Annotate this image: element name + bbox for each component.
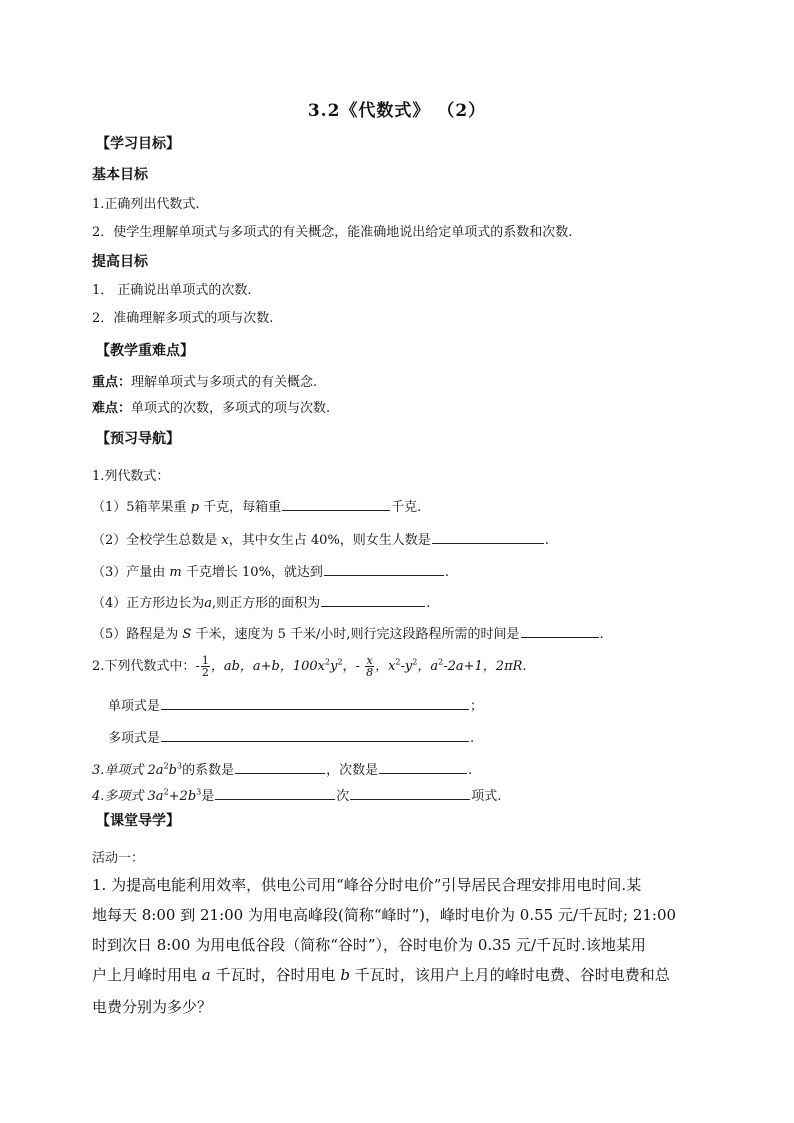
activity-line4-text-a: 户上月峰时用电 <box>92 966 198 984</box>
activity-label: 活动一： <box>92 851 145 866</box>
q3-text-d: ，次数是 <box>326 763 379 778</box>
q2-exponent: 2 <box>438 657 444 667</box>
activity-paragraph-line-4 <box>92 964 670 986</box>
preview-q2 <box>92 654 527 680</box>
q2-exponent: 2 <box>325 657 331 667</box>
q1-1-variable: p <box>190 500 200 515</box>
fraction-numerator: x <box>366 654 373 667</box>
q1-3-text-b: 千克增长 10%，就达到 <box>185 565 323 580</box>
q4-exponent: 3 <box>196 787 202 797</box>
preview-q3 <box>92 760 472 780</box>
q3-text-a: 3.单项式 2a <box>92 763 164 778</box>
q1-4-variable: a <box>204 596 213 611</box>
preview-q4 <box>92 786 501 806</box>
preview-q1-1 <box>92 497 421 517</box>
polynomial-answer-blank[interactable] <box>161 728 469 742</box>
section-classroom: 【课堂导学】 <box>96 813 180 829</box>
focus-line <box>92 374 317 392</box>
q1-5-text-c: . <box>599 627 604 642</box>
activity-paragraph-line-5: 电费分别为多少？ <box>92 998 213 1016</box>
monomial-end: ； <box>470 699 484 714</box>
preview-q1: 1.列代数式： <box>92 469 170 484</box>
q3-exponent: 3 <box>176 761 183 771</box>
q1-4-text-b: ,则正方形的面积为 <box>212 596 321 611</box>
fraction-one-half <box>201 655 210 678</box>
q1-3-text-a: （3）产量由 <box>92 565 166 580</box>
q3-exponent: 2 <box>163 761 169 771</box>
q1-1-text-c: 千克. <box>391 500 422 515</box>
q2-lead: 2.下列代数式中： <box>92 659 196 674</box>
q4-text-c: 是 <box>201 789 215 804</box>
q4-text-d: 次 <box>336 789 350 804</box>
fraction-numerator: 1 <box>201 654 209 667</box>
advanced-goals-heading: 提高目标 <box>92 254 148 270</box>
q1-3-text-c: . <box>444 565 450 580</box>
activity-line4-text-b: 千瓦时，谷时用电 <box>215 966 336 984</box>
section-key-points: 【教学重难点】 <box>96 343 194 359</box>
section-preview: 【预习导航】 <box>96 431 180 447</box>
q2-exponent: 2 <box>395 657 401 667</box>
difficulty-text: 单项式的次数，多项式的项与次数. <box>131 401 331 416</box>
fraction-denominator: 2 <box>201 666 209 679</box>
q1-1-text-b: 千克，每箱重 <box>203 500 282 515</box>
q3-var-b: b <box>168 763 177 778</box>
fraction-denominator: 8 <box>366 666 374 679</box>
basic-goal-2: 2．使学生理解单项式与多项式的有关概念，能准确地说出给定单项式的系数和次数. <box>92 225 573 240</box>
q2-minus: - <box>195 659 200 674</box>
basic-goal-1: 1.正确列出代数式. <box>92 197 200 212</box>
q3-degree-blank[interactable] <box>379 760 467 774</box>
q2-items-a: ，ab，a+b，100x <box>210 659 325 674</box>
advanced-goal-1: 1． 正确说出单项式的次数. <box>92 283 252 298</box>
basic-goals-heading: 基本目标 <box>92 167 148 183</box>
q2-exponent: 2 <box>412 657 418 667</box>
activity-variable-a: a <box>201 966 211 984</box>
preview-q1-3 <box>92 562 449 582</box>
q1-5-answer-blank[interactable] <box>521 624 599 638</box>
q1-5-text-a: （5）路程是为 <box>92 627 179 642</box>
q4-degree-blank[interactable] <box>215 786 335 800</box>
q2-separator: ，- <box>342 659 365 674</box>
preview-q1-5 <box>92 624 604 644</box>
q4-exponent: 2 <box>163 787 169 797</box>
q2-exponent: 2 <box>337 657 343 667</box>
fraction-x-over-8 <box>365 655 374 678</box>
q1-2-text-a: （2）全校学生总数是 <box>92 533 218 548</box>
q4-var-b: +2b <box>168 789 197 804</box>
activity-variable-b: b <box>340 966 350 984</box>
q1-3-variable: m <box>169 565 182 580</box>
polynomial-label: 多项式是 <box>108 731 161 746</box>
activity-paragraph-line-3: 时到次日 8:00 为用电低谷段（简称“谷时”），谷时电价为 0.35 元/千瓦时.该地某用 <box>92 936 646 954</box>
q1-1-text-a: （1）5箱苹果重 <box>92 500 187 515</box>
q1-4-answer-blank[interactable] <box>321 593 425 607</box>
advanced-goal-2: 2．准确理解多项式的项与次数. <box>92 311 274 326</box>
section-objectives: 【学习目标】 <box>96 136 180 152</box>
q4-text-a: 4.多项式 3a <box>92 789 164 804</box>
page-title: 3.2《代数式》 （2） <box>307 101 487 121</box>
q1-5-variable: S <box>182 627 192 642</box>
monomial-answer-blank[interactable] <box>161 696 469 710</box>
focus-text: 理解单项式与多项式的有关概念. <box>131 375 318 390</box>
q2-var-minus-y: -y <box>400 659 413 674</box>
monomial-line <box>108 696 483 716</box>
activity-paragraph-line-1: 1. 为提高电能利用效率，供电公司用“峰谷分时电价”引导居民合理安排用电时间.某 <box>92 876 642 894</box>
focus-label: 重点： <box>92 375 132 390</box>
q1-4-text-c: . <box>426 596 431 611</box>
activity-line4-text-c: 千瓦时，该用户上月的峰时电费、谷时电费和总 <box>354 966 670 984</box>
q2-var-y: y <box>330 659 338 674</box>
q1-3-answer-blank[interactable] <box>324 562 444 576</box>
q1-4-text-a: （4）正方形边长为 <box>92 596 205 611</box>
q1-2-text-b: ，其中女生占 40%，则女生人数是 <box>228 533 431 548</box>
preview-q1-2 <box>92 530 549 550</box>
q3-text-e: . <box>468 763 473 778</box>
q2-items-b: ，x <box>375 659 396 674</box>
q1-5-text-b: 千米，速度为 5 千米/小时,则行完这段路程所需的时间是 <box>195 627 520 642</box>
polynomial-end: . <box>470 731 475 746</box>
monomial-label: 单项式是 <box>108 699 161 714</box>
activity-paragraph-line-2: 地每天 8:00 到 21:00 为用电高峰段(简称“峰时”)，峰时电价为 0.55 元/千瓦时; 21:00 <box>92 906 677 924</box>
q2-items-c: ，a <box>417 659 439 674</box>
difficulty-label: 难点： <box>92 401 132 416</box>
q1-2-answer-blank[interactable] <box>432 530 544 544</box>
q1-1-answer-blank[interactable] <box>282 497 390 511</box>
difficulty-line <box>92 400 330 418</box>
q4-terms-blank[interactable] <box>350 786 470 800</box>
preview-q1-4 <box>92 593 430 613</box>
q3-text-c: 的系数是 <box>182 763 235 778</box>
q1-2-text-c: . <box>544 533 549 548</box>
q1-2-variable: x <box>221 533 229 548</box>
polynomial-line <box>108 728 474 748</box>
q3-coefficient-blank[interactable] <box>235 760 325 774</box>
q2-items-d: -2a+1，2πR. <box>443 659 527 674</box>
q4-text-e: 项式. <box>471 789 502 804</box>
